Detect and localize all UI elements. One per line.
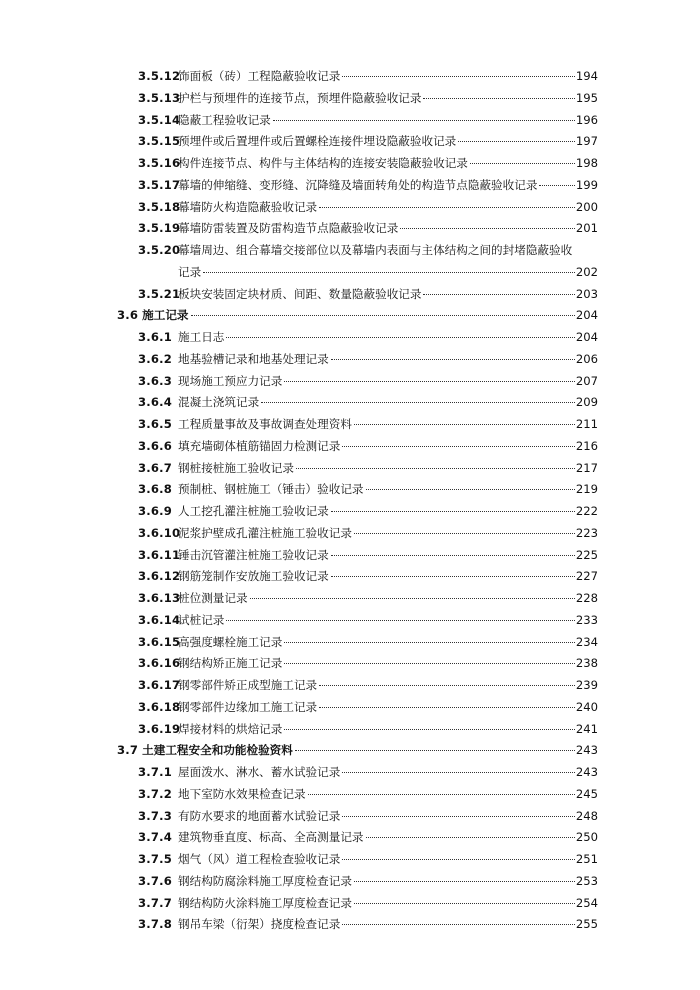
toc-entry-number: 3.7.3 xyxy=(138,808,173,823)
toc-entry-number: 3.6.1 xyxy=(138,330,173,344)
toc-entry-number: 3.6.17 xyxy=(138,678,181,692)
toc-entry-number: 3.5.14 xyxy=(138,112,181,127)
toc-entry-title: 桩位测量记录 xyxy=(178,591,248,605)
toc-entry-number: 3.6.5 xyxy=(138,417,173,431)
toc-entry-page: 248 xyxy=(575,808,598,823)
toc-entry[interactable] xyxy=(0,784,700,806)
toc-entry-page: 239 xyxy=(575,678,598,692)
toc-dot-leader xyxy=(423,98,574,99)
toc-entry-title: 锤击沉管灌注桩施工验收记录 xyxy=(178,547,329,562)
toc-dot-leader xyxy=(354,424,575,425)
toc-dot-leader xyxy=(250,598,575,599)
toc-entry-page: 217 xyxy=(575,460,598,475)
toc-entry-title: 构件连接节点、构件与主体结构的连接安装隐蔽验收记录 xyxy=(178,156,468,170)
toc-entry[interactable] xyxy=(0,653,700,675)
toc-entry-number: 3.5.17 xyxy=(138,177,181,192)
toc-entry-title: 钢零部件边缘加工施工记录 xyxy=(178,699,318,714)
toc-entry[interactable] xyxy=(0,762,700,784)
toc-entry-number: 3.5.12 xyxy=(138,69,181,83)
toc-entry[interactable] xyxy=(0,153,700,175)
toc-dot-leader xyxy=(284,642,575,643)
toc-entry[interactable] xyxy=(0,327,700,349)
toc-entry-page: 204 xyxy=(575,330,598,344)
toc-dot-leader xyxy=(319,707,575,708)
toc-entry-page: 238 xyxy=(575,656,598,671)
toc-dot-leader xyxy=(284,729,575,730)
toc-entry-number: 3.5.16 xyxy=(138,156,181,170)
toc-dot-leader xyxy=(423,294,574,295)
toc-dot-leader xyxy=(331,359,575,360)
toc-entry-number: 3.7.4 xyxy=(138,830,173,845)
toc-entry-number: 3.5.19 xyxy=(138,221,181,236)
toc-entry-title: 混凝土浇筑记录 xyxy=(178,395,260,410)
toc-entry-number: 3.6.15 xyxy=(138,634,181,649)
toc-entry[interactable] xyxy=(0,545,700,567)
toc-entry-title: 施工日志 xyxy=(178,330,225,344)
toc-entry[interactable] xyxy=(0,806,700,828)
toc-dot-leader xyxy=(226,620,574,621)
toc-dot-leader xyxy=(261,402,575,403)
toc-entry-title: 隐蔽工程验收记录 xyxy=(178,112,271,127)
toc-entry-page: 197 xyxy=(575,134,598,149)
toc-entry-title: 幕墙防雷装置及防雷构造节点隐蔽验收记录 xyxy=(178,221,399,236)
toc-entry[interactable] xyxy=(0,436,700,458)
toc-dot-leader xyxy=(342,859,575,860)
toc-entry[interactable] xyxy=(0,479,700,501)
toc-entry-page: 198 xyxy=(575,156,598,170)
toc-entry-number: 3.5.13 xyxy=(138,90,181,105)
toc-entry[interactable] xyxy=(0,131,700,153)
toc-entry-page: 196 xyxy=(575,112,598,127)
toc-entry-title: 幕墙的伸缩缝、变形缝、沉降缝及墙面转角处的构造节点隐蔽验收记录 xyxy=(178,177,538,192)
toc-entry-number: 3.6.18 xyxy=(138,699,181,714)
toc-entry-number: 3.6 xyxy=(117,308,139,323)
toc-entry-page: 206 xyxy=(575,351,598,366)
toc-entry[interactable] xyxy=(0,88,700,110)
toc-entry-title-continued: 记录 xyxy=(178,264,202,279)
toc-entry-page: 255 xyxy=(575,917,598,932)
toc-dot-leader xyxy=(400,228,575,229)
toc-entry-title: 填充墙砌体植筋锚固力检测记录 xyxy=(178,438,341,453)
toc-dot-leader xyxy=(342,446,575,447)
toc-entry[interactable] xyxy=(0,871,700,893)
toc-entry-number: 3.6.10 xyxy=(138,525,181,540)
toc-entry[interactable] xyxy=(0,175,700,197)
toc-entry-page: 245 xyxy=(575,786,598,801)
toc-entry-number: 3.6.13 xyxy=(138,591,181,605)
toc-dot-leader xyxy=(203,272,575,273)
toc-entry-title: 护栏与预埋件的连接节点，预埋件隐蔽验收记录 xyxy=(178,90,422,105)
toc-entry[interactable] xyxy=(0,392,700,414)
toc-entry-title: 钢桩接桩施工验收记录 xyxy=(178,460,294,475)
toc-dot-leader xyxy=(342,924,575,925)
toc-entry-number: 3.7.8 xyxy=(138,917,173,932)
toc-dot-leader xyxy=(295,750,575,751)
toc-entry[interactable] xyxy=(0,218,700,240)
toc-entry-title: 土建工程安全和功能检验资料 xyxy=(142,743,293,758)
toc-entry[interactable] xyxy=(0,110,700,132)
toc-entry[interactable] xyxy=(0,719,700,741)
table-of-contents xyxy=(0,66,700,936)
toc-dot-leader xyxy=(319,207,575,208)
toc-entry-title: 地基验槽记录和地基处理记录 xyxy=(178,351,329,366)
toc-entry-page: 202 xyxy=(575,264,598,279)
toc-dot-leader xyxy=(342,76,575,77)
toc-dot-leader xyxy=(354,533,575,534)
toc-entry-page: 194 xyxy=(575,69,598,83)
toc-dot-leader xyxy=(296,468,575,469)
toc-entry-page: 241 xyxy=(575,721,598,736)
toc-entry-page: 233 xyxy=(575,612,598,627)
toc-entry-number: 3.5.15 xyxy=(138,134,181,149)
toc-dot-leader xyxy=(354,903,575,904)
toc-entry-page: 222 xyxy=(575,504,598,518)
toc-dot-leader xyxy=(470,163,575,164)
toc-entry-number: 3.7.5 xyxy=(138,852,173,866)
toc-entry[interactable] xyxy=(0,566,700,588)
toc-entry-title: 工程质量事故及事故调查处理资料 xyxy=(178,417,352,431)
toc-entry-page: 204 xyxy=(575,308,598,323)
toc-entry-title: 钢结构矫正施工记录 xyxy=(178,656,283,671)
toc-entry[interactable] xyxy=(0,501,700,523)
toc-entry-page: 211 xyxy=(575,417,598,431)
toc-dot-leader xyxy=(539,185,574,186)
toc-entry-title: 预制桩、钢桩施工（锤击）验收记录 xyxy=(178,482,364,497)
toc-entry-page: 243 xyxy=(575,765,598,779)
toc-entry[interactable] xyxy=(0,632,700,654)
toc-entry[interactable] xyxy=(0,349,700,371)
toc-entry-title: 试桩记录 xyxy=(178,612,225,627)
toc-entry-page: 201 xyxy=(575,221,598,236)
toc-entry-number: 3.6.12 xyxy=(138,569,181,584)
toc-entry-title: 钢结构防火涂料施工厚度检查记录 xyxy=(178,895,352,910)
toc-entry[interactable] xyxy=(0,240,700,284)
toc-entry[interactable] xyxy=(0,827,700,849)
toc-entry-title: 泥浆护壁成孔灌注桩施工验收记录 xyxy=(178,525,352,540)
toc-entry-page: 240 xyxy=(575,699,598,714)
toc-section-heading[interactable] xyxy=(0,305,700,327)
toc-entry-title: 有防水要求的地面蓄水试验记录 xyxy=(178,808,341,823)
toc-entry-number: 3.5.20 xyxy=(138,243,181,257)
toc-dot-leader xyxy=(342,772,575,773)
toc-entry[interactable] xyxy=(0,66,700,88)
toc-entry-title: 预埋件或后置埋件或后置螺栓连接件埋设隐蔽验收记录 xyxy=(178,134,457,149)
toc-entry-number: 3.6.7 xyxy=(138,460,173,475)
toc-dot-leader xyxy=(284,663,575,664)
toc-entry-page: 207 xyxy=(575,373,598,388)
toc-entry-title: 饰面板（砖）工程隐蔽验收记录 xyxy=(178,69,341,83)
toc-entry-page: 250 xyxy=(575,830,598,845)
toc-entry-page: 195 xyxy=(575,90,598,105)
toc-entry-number: 3.6.2 xyxy=(138,351,173,366)
toc-entry-title: 钢筋笼制作安放施工验收记录 xyxy=(178,569,329,584)
toc-entry-number: 3.6.16 xyxy=(138,656,181,671)
toc-entry-number: 3.7.7 xyxy=(138,895,173,910)
toc-entry[interactable] xyxy=(0,914,700,936)
toc-entry-page: 216 xyxy=(575,438,598,453)
toc-entry-number: 3.7.6 xyxy=(138,873,173,888)
toc-entry-number: 3.6.9 xyxy=(138,504,173,518)
toc-dot-leader xyxy=(191,315,575,316)
toc-entry-page: 227 xyxy=(575,569,598,584)
toc-entry[interactable] xyxy=(0,697,700,719)
toc-entry-title: 地下室防水效果检查记录 xyxy=(178,786,306,801)
toc-entry[interactable] xyxy=(0,414,700,436)
toc-dot-leader xyxy=(226,337,574,338)
toc-entry-title: 幕墙防火构造隐蔽验收记录 xyxy=(178,199,318,214)
toc-entry[interactable] xyxy=(0,675,700,697)
toc-dot-leader xyxy=(354,881,575,882)
toc-dot-leader xyxy=(331,576,575,577)
toc-entry-page: 209 xyxy=(575,395,598,410)
toc-entry-page: 200 xyxy=(575,199,598,214)
toc-entry-title: 钢零部件矫正成型施工记录 xyxy=(178,678,318,692)
toc-entry-title: 钢吊车梁（衍架）挠度检查记录 xyxy=(178,917,341,932)
toc-entry-page: 251 xyxy=(575,852,598,866)
toc-dot-leader xyxy=(319,685,575,686)
toc-entry[interactable] xyxy=(0,849,700,871)
toc-entry[interactable] xyxy=(0,284,700,306)
toc-dot-leader xyxy=(308,794,575,795)
toc-dot-leader xyxy=(342,816,575,817)
toc-dot-leader xyxy=(458,141,575,142)
toc-entry-title: 板块安装固定块材质、间距、数量隐蔽验收记录 xyxy=(178,286,422,301)
toc-dot-leader xyxy=(366,837,575,838)
toc-entry-number: 3.7 xyxy=(117,743,139,758)
toc-entry-title: 屋面泼水、淋水、蓄水试验记录 xyxy=(178,765,341,779)
toc-entry-number: 3.5.21 xyxy=(138,286,181,301)
toc-entry[interactable] xyxy=(0,893,700,915)
toc-entry[interactable] xyxy=(0,523,700,545)
toc-entry-number: 3.6.14 xyxy=(138,612,181,627)
toc-entry-title: 人工挖孔灌注桩施工验收记录 xyxy=(178,504,329,518)
toc-entry-title: 烟气（风）道工程检查验收记录 xyxy=(178,852,341,866)
toc-entry-page: 223 xyxy=(575,525,598,540)
toc-entry-title: 钢结构防腐涂料施工厚度检查记录 xyxy=(178,873,352,888)
toc-entry-page: 253 xyxy=(575,873,598,888)
toc-entry-page: 228 xyxy=(575,591,598,605)
toc-dot-leader xyxy=(331,511,575,512)
toc-dot-leader xyxy=(366,489,575,490)
toc-entry-number: 3.7.2 xyxy=(138,786,173,801)
toc-entry-number: 3.6.8 xyxy=(138,482,173,497)
toc-entry-page: 199 xyxy=(575,177,598,192)
toc-entry-page: 234 xyxy=(575,634,598,649)
toc-dot-leader xyxy=(273,120,575,121)
toc-entry-page: 254 xyxy=(575,895,598,910)
toc-entry-page: 243 xyxy=(575,743,598,758)
toc-entry-number: 3.6.4 xyxy=(138,395,173,410)
toc-entry-number: 3.6.3 xyxy=(138,373,173,388)
toc-dot-leader xyxy=(331,555,575,556)
toc-entry[interactable] xyxy=(0,610,700,632)
toc-dot-leader xyxy=(284,381,575,382)
toc-entry[interactable] xyxy=(0,197,700,219)
toc-entry-title: 施工记录 xyxy=(142,308,189,323)
toc-entry-page: 225 xyxy=(575,547,598,562)
toc-entry-number: 3.6.6 xyxy=(138,438,173,453)
toc-entry[interactable] xyxy=(0,371,700,393)
toc-entry-title: 幕墙周边、组合幕墙交接部位以及幕墙内表面与主体结构之间的封堵隐蔽验收 xyxy=(178,243,573,257)
toc-entry-title: 建筑物垂直度、标高、全高测量记录 xyxy=(178,830,364,845)
toc-entry-number: 3.6.11 xyxy=(138,547,181,562)
toc-entry[interactable] xyxy=(0,588,700,610)
toc-entry[interactable] xyxy=(0,458,700,480)
toc-entry-page: 203 xyxy=(575,286,598,301)
toc-entry-number: 3.6.19 xyxy=(138,721,181,736)
toc-entry-number: 3.7.1 xyxy=(138,765,173,779)
toc-entry-page: 219 xyxy=(575,482,598,497)
toc-section-heading[interactable] xyxy=(0,740,700,762)
toc-entry-title: 高强度螺栓施工记录 xyxy=(178,634,283,649)
toc-entry-title: 焊接材料的烘焙记录 xyxy=(178,721,283,736)
toc-entry-number: 3.5.18 xyxy=(138,199,181,214)
toc-entry-title: 现场施工预应力记录 xyxy=(178,373,283,388)
